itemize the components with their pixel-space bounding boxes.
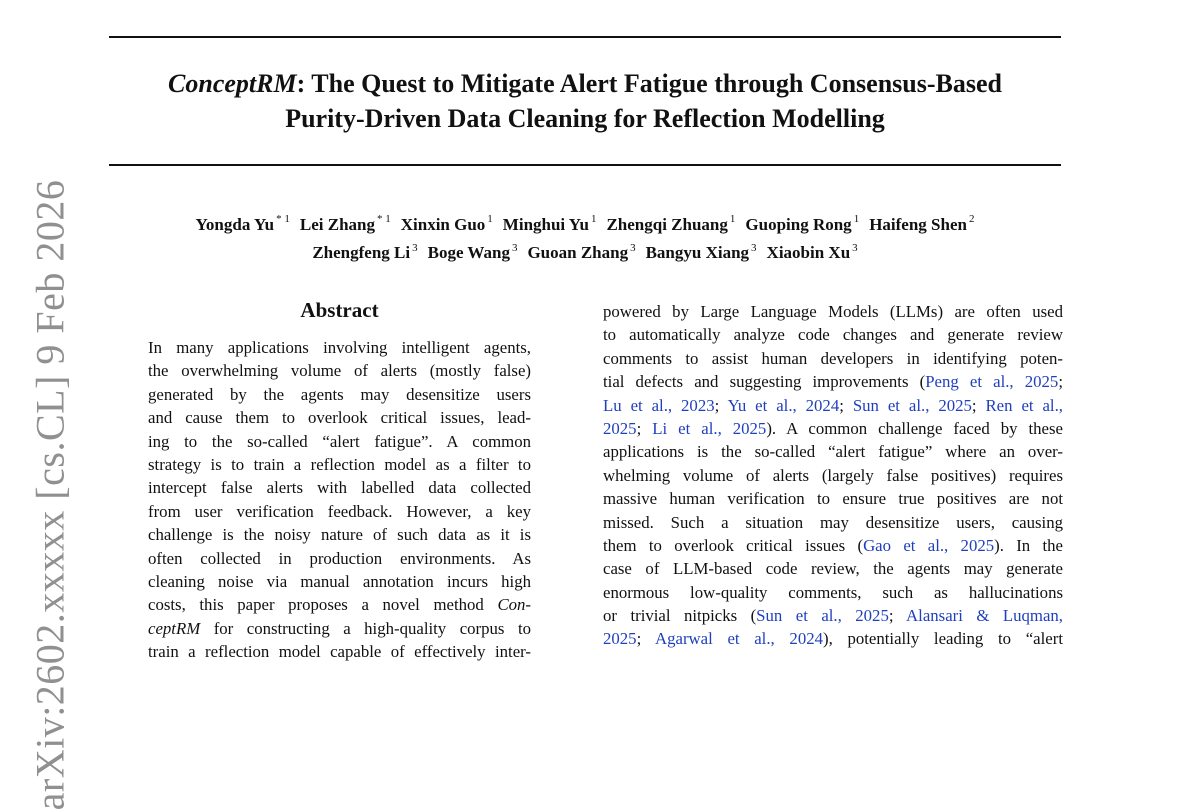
author-row [60,237,1110,266]
author-name: Minghui Yu $^1$ [502,213,597,234]
method-name: ConceptRM [168,69,297,98]
title-top-rule [109,36,1061,38]
paper-title [109,66,1061,136]
arxiv-stamp: arXiv:2602.xxxxx [cs.CL] 9 Feb 2026 [27,179,73,810]
citation-link[interactable]: Lu et al., 2023 [603,395,715,415]
affiliation-marker: 1 [487,213,493,225]
introduction-body: powered by Large Language Models (LLMs) are often used to automatically analyze code changes and generate review comments to assist human developers in identifying poten- tial defects and suggesting improvements (Peng et al., 2025; Lu et al., 2023; Yu et al., 2024; Sun et al., 2025; Ren et al., 2025; Li et al., 2025). A common challenge faced by these applications is the so-called “alert fatigue” where an over- whelming volume of alerts (largely false positives) requires massive human verification to ensure true positives are not missed. Such a situation may desensitize users, causing them to overlook critical issues (Gao et al., 2025). In the case of LLM-based code review, the agents may generate enormous low-quality comments, such as hallucinations or trivial nitpicks (Sun et al., 2025; Alansari & Luqman, 2025; Agarwal et al., 2024), potentially leading to “alert [603,302,1064,649]
abstract-body: In many applications involving intelligent agents, the overwhelming volume of alerts (mostly false) generated by the agents may desensitize users and cause them to overlook critical issues, lead- ing to the so-called “alert fatigue”. A common strategy is to train a reflection model as a filter to intercept false alerts with labelled data collected from user verification feedback. However, a key challenge is the noisy nature of such data as it is often collected in production environments. As cleaning noise via manual annotation incurs high costs, this paper proposes a novel method Con- ceptRM for constructing a high-quality corpus to train a reflection model capable of effectively inter- [148,338,531,662]
title-bottom-rule [109,164,1061,166]
affiliation-marker: 1 [590,213,597,225]
author-name: Lei Zhang $^{* 1}$ [299,213,391,234]
author-name: Boge Wang $^3$ [427,241,518,263]
citation-link[interactable]: Agarwal et al., 2024 [654,629,823,649]
author-name: Guoan Zhang $^3$ [527,241,636,263]
author-name: Guoping Rong $^1$ [745,213,860,234]
author-list [60,208,1110,265]
citation-link[interactable]: 2025 [603,418,637,438]
affiliation-marker: * 1 [276,213,290,225]
citation-link[interactable]: Ren et al., [985,395,1063,415]
citation-link[interactable]: Gao et al., 2025 [863,535,995,555]
citation-link[interactable]: Sun et al., 2025 [852,395,972,415]
affiliation-marker: 2 [968,213,975,225]
affiliation-marker: 3 [751,241,757,254]
title-line-1: ConceptRM: The Quest to Mitigate Alert Fatigue through Consensus-Based [168,69,1002,98]
affiliation-marker: 3 [852,241,858,254]
affiliation-marker: 1 [729,213,736,225]
abstract-line: ceptRM for constructing a high-quality corpus to [148,618,531,638]
author-name: Bangyu Xiang $^3$ [645,241,757,263]
affiliation-marker: * 1 [376,213,391,225]
author-name: Haifeng Shen $^2$ [869,213,975,234]
title-line-2: Purity-Driven Data Cleaning for Reflection Modelling [285,104,885,133]
citation-link[interactable]: Peng et al., 2025 [925,372,1059,392]
abstract-line: costs, this paper proposes a novel method Con- [148,595,531,615]
affiliation-marker: 1 [853,213,860,225]
citation-link[interactable]: Yu et al., 2024 [727,395,840,415]
author-name: Xinxin Guo $^1$ [400,213,493,234]
citation-link[interactable]: Alansari & Luqman, [906,606,1063,626]
author-name: Zhengqi Zhuang $^1$ [606,213,736,234]
citation-link[interactable]: 2025 [603,629,637,649]
affiliation-marker: 3 [630,241,636,254]
citation-link[interactable]: Sun et al., 2025 [756,606,889,626]
affiliation-marker: 3 [511,241,518,254]
affiliation-marker: 3 [412,241,418,254]
author-name: Xiaobin Xu $^3$ [766,241,858,263]
author-name: Yongda Yu $^{* 1}$ [195,213,290,234]
citation-link[interactable]: Li et al., 2025 [652,418,767,438]
author-name: Zhengfeng Li $^3$ [312,241,418,263]
abstract-heading: Abstract [300,298,379,322]
author-row [60,208,1110,237]
